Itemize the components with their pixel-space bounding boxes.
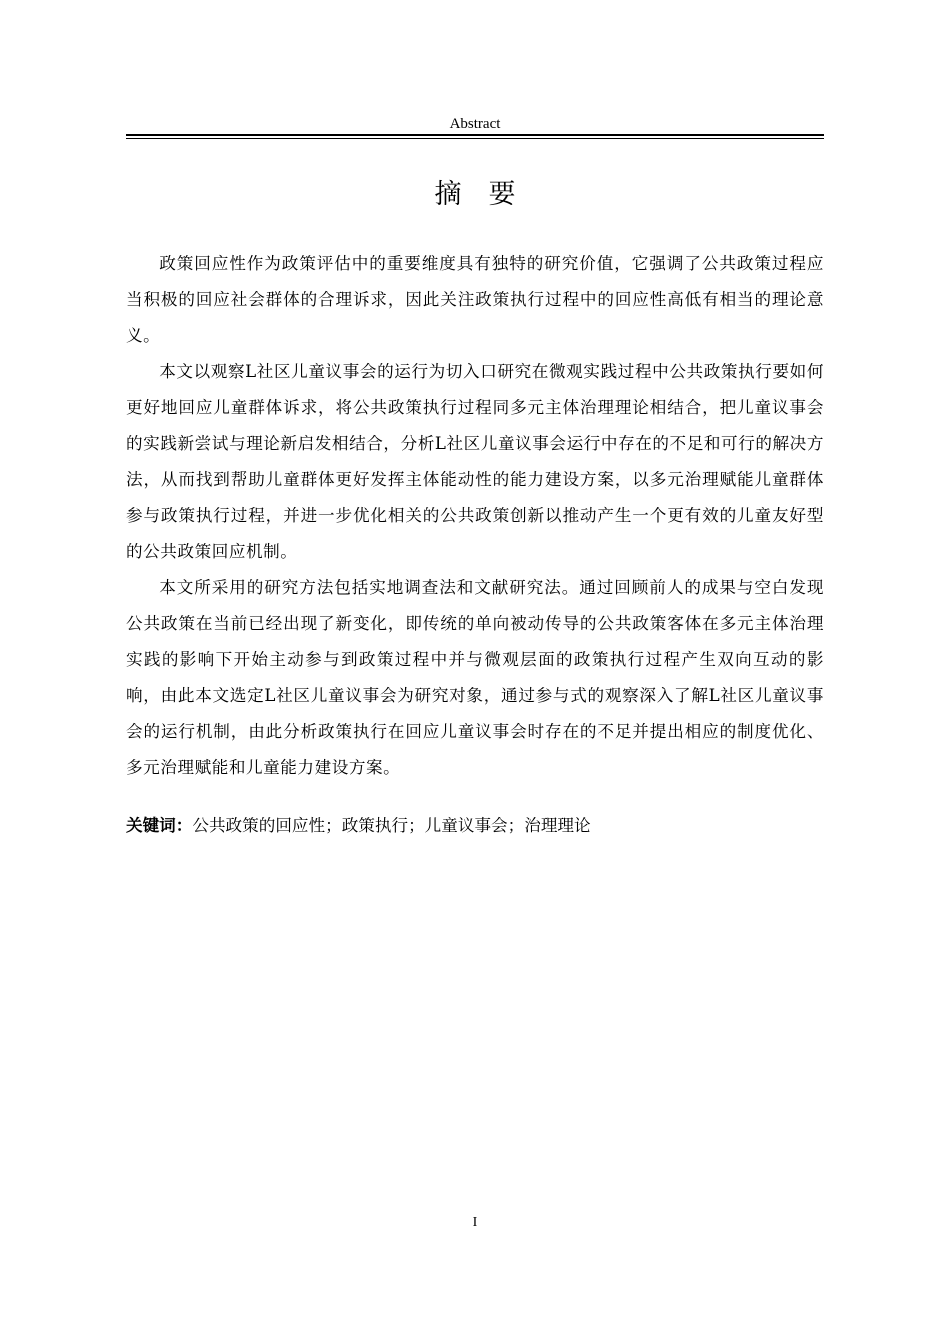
abstract-paragraph: 政策回应性作为政策评估中的重要维度具有独特的研究价值，它强调了公共政策过程应当积极的回应社会群体的合理诉求，因此关注政策执行过程中的回应性高低有相当的理论意义。 xyxy=(126,254,824,345)
page-title: 摘 要 xyxy=(434,179,516,210)
abstract-paragraph: 本文所采用的研究方法包括实地调查法和文献研究法。通过回顾前人的成果与空白发现公共政策在当前已经出现了新变化，即传统的单向被动传导的公共政策客体在多元主体治理实践的影响下开始主动参与到政策过程中并与微观层面的政策执行过程产生双向互动的影响，由此本文选定L社区儿童议事会为研究对象，通过参与式的观察深入了解L社区儿童议事会的运行机制，由此分析政策执行在回应儿童议事会时存在的不足并提出相应的制度优化、多元治理赋能和儿童能力建设方案。 xyxy=(126,578,824,777)
running-header: Abstract xyxy=(449,116,501,132)
header-rule-secondary xyxy=(126,138,824,139)
page-number: I xyxy=(472,1215,478,1230)
keywords-value: 公共政策的回应性；政策执行；儿童议事会；治理理论 xyxy=(192,816,591,835)
header-rule xyxy=(126,134,824,136)
abstract-paragraph: 本文以观察L社区儿童议事会的运行为切入口研究在微观实践过程中公共政策执行要如何更好地回应儿童群体诉求，将公共政策执行过程同多元主体治理理论相结合，把儿童议事会的实践新尝试与理论新启发相结合，分析L社区儿童议事会运行中存在的不足和可行的解决方法，从而找到帮助儿童群体更好发挥主体能动性的能力建设方案，以多元治理赋能儿童群体参与政策执行过程，并进一步优化相关的公共政策创新以推动产生一个更有效的儿童友好型的公共政策回应机制。 xyxy=(126,362,824,561)
keywords-label: 关键词： xyxy=(126,816,193,835)
abstract-body xyxy=(126,246,824,786)
keywords-line xyxy=(126,811,824,841)
